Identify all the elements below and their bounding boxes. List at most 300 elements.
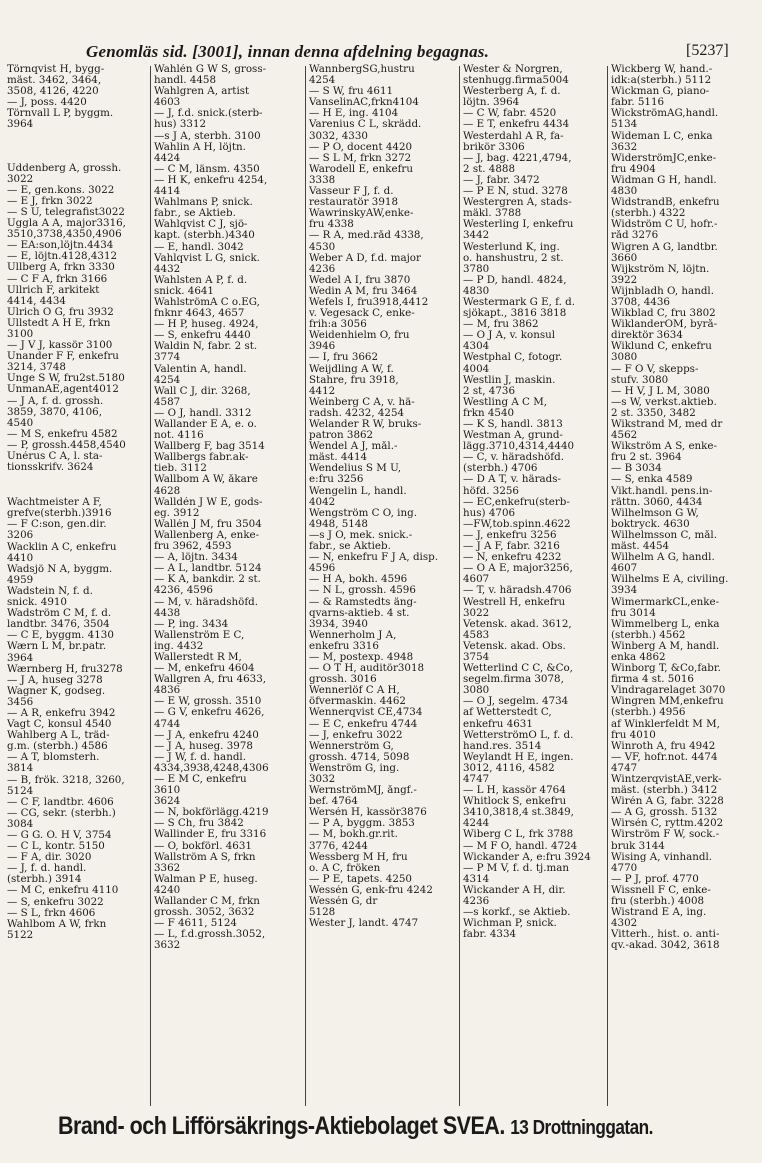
directory-entry: WawrinskyAW,enke- [309, 208, 414, 220]
directory-entry: Wenström G, ing. [309, 762, 400, 774]
directory-entry: — O J A, v. konsul [463, 330, 556, 342]
directory-entry: idk:a(sterbh.) 5112 [611, 75, 712, 87]
directory-entry: Wallander E A, e. o. [154, 419, 257, 430]
directory-entry: Varenius C L, skrädd. [309, 119, 422, 131]
directory-entry: — E, löjtn.4128,4312 [7, 251, 118, 263]
directory-entry: 3508, 4126, 4220 [7, 86, 99, 98]
directory-entry: — C F A, frkn 3166 [7, 273, 108, 285]
directory-entry: frkn 4540 [463, 407, 515, 419]
directory-entry: Walman P E, huseg. [154, 873, 258, 885]
directory-entry: Wessén G, enk-fru 4242 [309, 884, 433, 896]
directory-entry: Vikt.handl. pens.in- [611, 485, 713, 497]
directory-entry: höfd. 3256 [463, 485, 519, 497]
directory-entry: WiderströmJC,enke- [611, 152, 717, 164]
directory-entry: Wahlgren A, artist [154, 86, 250, 98]
directory-entry: 4603 [154, 97, 181, 109]
directory-entry: Wikström A S, enke- [611, 441, 717, 453]
directory-entry: — S, enkefru 3022 [7, 896, 104, 908]
directory-entry: 4530 [309, 241, 336, 253]
directory-entry: fru 3014 [611, 607, 656, 619]
directory-entry: Wallinder E, fru 3316 [154, 829, 267, 841]
directory-entry: — G G. O. H V, 3754 [7, 830, 112, 841]
directory-entry: —s korkf., se Aktieb. [463, 907, 571, 919]
directory-entry: 4304 [463, 341, 490, 353]
directory-entry: af Wetterstedt C, [463, 707, 552, 719]
directory-entry: tionsskrifv. 3624 [7, 462, 94, 474]
directory-entry: — S W, fru 4611 [309, 86, 394, 98]
directory-entry: mäst. 4454 [611, 541, 670, 553]
directory-entry: Wessén G, dr [309, 896, 378, 908]
directory-entry: 4254 [309, 75, 336, 87]
directory-entry: — A, löjtn. 3434 [154, 552, 238, 564]
directory-entry: — S U, telegrafist3022 [7, 206, 125, 218]
directory-entry: — D A T, v. härads- [463, 474, 562, 486]
directory-entry: Wester J, landt. 4747 [309, 918, 419, 930]
directory-entry: firma 4 st. 5016 [611, 674, 694, 686]
directory-entry: — M, postexp. 4948 [309, 651, 414, 663]
directory-entry: 4004 [463, 363, 490, 375]
directory-entry: — R A, med.råd 4338, [309, 230, 424, 242]
directory-entry [7, 473, 148, 481]
directory-entry: Wessberg M H, fru [309, 851, 408, 863]
directory-entry: not. 4116 [154, 430, 204, 442]
directory-entry: (sterbh.) 3914 [7, 874, 82, 886]
directory-entry: Westphal C, fotogr. [463, 352, 563, 364]
directory-entry: Wærn L M, br.patr. [7, 641, 107, 653]
directory-entry: Wijnbladh O, handl. [611, 285, 714, 297]
directory-entry: Weinberg C A, v. hä- [309, 396, 415, 408]
directory-entry: 3624 [154, 796, 181, 808]
directory-entry: Wendelius S M U, [309, 463, 402, 475]
directory-entry: Ullberg A, frkn 3330 [7, 262, 115, 274]
directory-entry: lägg.3710,4314,4440 [463, 441, 575, 453]
directory-entry: 4596 [309, 563, 336, 575]
directory-entry: hus) 3312 [154, 119, 207, 131]
directory-entry: Ulrich O G, fru 3932 [7, 306, 114, 318]
directory-entry [7, 155, 148, 163]
directory-entry: Wadstein N, f. d. [7, 585, 93, 597]
directory-entry: 4432 [154, 263, 181, 275]
directory-column-2 [154, 64, 303, 1108]
directory-entry: bruk 3144 [611, 840, 665, 852]
directory-entry: Wennerlöf C A H, [309, 685, 400, 697]
directory-entry: — L, f.d.grossh.3052, [154, 929, 266, 941]
directory-entry: Unander F F, enkefru [7, 351, 119, 363]
directory-entry: Wising A, vinhandl. [611, 851, 713, 863]
directory-entry: 3859, 3870, 4106, [7, 406, 102, 418]
directory-entry: 3456 [7, 696, 34, 708]
directory-entry: 4540 [7, 417, 34, 429]
directory-entry: Wærnberg H, fru3278 [7, 663, 123, 675]
directory-entry: — E T, enkefru 4434 [463, 119, 570, 131]
directory-entry: Wallbergs fabr.ak- [154, 452, 249, 464]
directory-entry: o. A C, fröken [309, 862, 381, 874]
directory-entry: 4240 [154, 884, 181, 896]
directory-entry: UnmanAE,agent4012 [7, 384, 119, 396]
directory-entry: 3774 [154, 352, 181, 364]
directory-entry: — VF, hofr.not. 4474 [611, 751, 718, 763]
directory-entry: WimermarkCL,enke- [611, 596, 720, 608]
directory-entry: 3780 [463, 263, 490, 275]
directory-entry: Welander R W, bruks- [309, 419, 422, 430]
directory-entry: Wetterlind C C, &Co, [463, 663, 573, 675]
directory-entry: — J, enkefru 3022 [309, 729, 403, 741]
directory-entry: 2 st, 4736 [463, 385, 515, 397]
directory-entry: Wimmelberg L, enka [611, 618, 720, 630]
directory-entry: — P O, docent 4420 [309, 141, 413, 153]
directory-entry: boktryck. 4630 [611, 518, 690, 530]
directory-entry: 5134 [611, 119, 638, 131]
directory-entry: WickströmAG,handl. [611, 108, 719, 120]
directory-entry: 4410 [7, 552, 34, 564]
directory-entry: Wallberg F, bag 3514 [154, 441, 265, 453]
directory-entry: 4747 [611, 762, 638, 774]
directory-entry: löjtn. 3964 [463, 97, 520, 109]
directory-entry: 3080 [611, 352, 638, 364]
directory-entry: Winborg T, &Co,fabr. [611, 663, 721, 675]
directory-entry: — S L M, frkn 3272 [309, 152, 412, 164]
directory-entry: WiklanderOM, byrå- [611, 319, 718, 331]
directory-entry: brikör 3306 [463, 141, 525, 153]
directory-entry: — C W, fabr. 4520 [463, 108, 557, 120]
directory-entry: — P, ing. 3434 [154, 618, 229, 630]
directory-entry: — E C, enkefru 4744 [309, 718, 418, 730]
directory-entry: mäst. (sterbh.) 3412 [611, 785, 718, 797]
directory-entry: stenhugg.firma5004 [463, 75, 569, 87]
directory-entry: af Winklerfeldt M M, [611, 718, 720, 730]
directory-entry: fabr. 5116 [611, 97, 665, 109]
directory-entry: 3934, 3940 [309, 618, 368, 630]
directory-entry: 3032 [309, 774, 336, 785]
directory-entry: — H K, enkefru 4254, [154, 174, 268, 186]
directory-entry: — N L, grossh. 4596 [309, 585, 416, 597]
directory-entry: Westrell H, enkefru [463, 596, 566, 608]
directory-entry: — C F, landtbr. 4606 [7, 796, 114, 808]
directory-entry: — J A, huseg 3278 [7, 674, 103, 686]
directory-entry: 5122 [7, 929, 34, 941]
directory-entry: mäst. 4414 [309, 452, 368, 464]
directory-entry: — O J, handl. 3312 [154, 407, 252, 419]
directory-entry: 3632 [611, 141, 638, 153]
directory-entry: Wallén J M, fru 3504 [154, 518, 262, 530]
directory-entry [7, 131, 148, 139]
directory-entry: landtbr. 3476, 3504 [7, 619, 110, 631]
directory-entry: Westerling I, enkefru [463, 219, 574, 231]
directory-entry: 2 st. 3350, 3482 [611, 407, 696, 419]
directory-entry: Wester & Norgren, [463, 64, 563, 75]
directory-entry: Uggla A A, major3316, [7, 218, 126, 230]
directory-entry: 5128 [309, 907, 336, 919]
directory-entry: 3922 [611, 274, 638, 286]
directory-entry: 4414, 4434 [7, 295, 66, 307]
directory-entry: 4744 [154, 718, 181, 730]
directory-entry: ing. 4432 [154, 640, 204, 652]
directory-entry: — S Ch, fru 3842 [154, 818, 244, 830]
directory-entry: 2 st. 4888 [463, 163, 515, 175]
directory-entry: Westman A, grund- [463, 430, 563, 442]
directory-entry: Weber A D, f.d. major [309, 252, 421, 264]
directory-entry: Wahlmans P, snick. [154, 197, 253, 209]
directory-entry: 3410,3818,4 st.3849, [463, 807, 574, 819]
directory-entry: segelm.firma 3078, [463, 674, 564, 686]
directory-entry: — M C, enkefru 4110 [7, 885, 119, 897]
directory-entry: Wendel A J, mål.- [309, 441, 398, 453]
directory-entry: — A T, blomsterh. [7, 752, 100, 764]
directory-entry: WahlströmA C o.EG, [154, 296, 260, 308]
directory-entry: 3814 [7, 763, 34, 775]
directory-entry: Vitterh., hist. o. anti- [611, 929, 720, 941]
directory-entry: hus) 4706 [463, 507, 516, 519]
directory-entry: 3610 [154, 785, 181, 797]
directory-entry: — A G, grossh. 5132 [611, 807, 718, 819]
directory-entry: 4236, 4596 [154, 585, 213, 597]
directory-entry: Törnqvist H, bygg- [7, 64, 105, 75]
directory-entry: (sterbh.) 4562 [611, 629, 686, 641]
directory-entry: Vagt C, konsul 4540 [7, 719, 112, 731]
directory-entry: fru 4904 [611, 163, 656, 175]
advertisement-banner [58, 1112, 653, 1146]
directory-entry: Wallgren A, fru 4633, [154, 674, 267, 686]
directory-entry: fru 4338 [309, 219, 354, 231]
directory-entry: Wilhelmson G W, [611, 507, 699, 519]
directory-entry: Wallerstedt R M, [154, 651, 242, 663]
directory-entry: — EC,enkefru(sterb- [463, 496, 570, 508]
directory-entry: Wahlbom A W, frkn [7, 918, 107, 930]
directory-entry: patron 3862 [309, 430, 374, 442]
directory-entry: Wiberg C L, frk 3788 [463, 829, 574, 841]
directory-entry: 4314 [463, 873, 490, 885]
directory-entry: — H E, ing. 4104 [309, 108, 399, 120]
directory-entry: Weijdling A W, f. [309, 363, 394, 375]
directory-entry: — P M V, f. d. tj.man [463, 862, 570, 874]
directory-entry: 5124 [7, 785, 34, 797]
directory-entry: Wennerqvist CE,4734 [309, 707, 423, 719]
directory-entry: 3510,3738,4350,4906 [7, 229, 122, 241]
directory-entry: Westlin J, maskin. [463, 374, 556, 386]
directory-entry: Wirén A G, fabr. 3228 [611, 796, 724, 808]
directory-entry: WernströmMJ, ångf.- [309, 785, 417, 797]
directory-entry: — F C:son, gen.dir. [7, 519, 107, 531]
directory-entry [7, 147, 148, 155]
directory-entry: Wallenström E C, [154, 629, 245, 641]
directory-entry: 4302 [611, 918, 638, 930]
directory-entry: — P, grossh.4458,4540 [7, 439, 126, 451]
directory-entry: Wacklin A C, enkefru [7, 541, 117, 553]
directory-entry: Ullrich F, arkitekt [7, 284, 100, 296]
directory-entry: Wachtmeister A F, [7, 497, 102, 509]
directory-entry: Westergren A, stads- [463, 197, 572, 209]
directory-entry: — B, frök. 3218, 3260, [7, 774, 125, 786]
directory-entry: 3100 [7, 328, 34, 340]
directory-entry: — N, enkefru 4232 [463, 552, 562, 564]
directory-entry: — M S, enkefru 4582 [7, 428, 118, 440]
directory-entry: grefve(sterbh.)3916 [7, 508, 112, 520]
directory-entry: Waldin N, fabr. 2 st. [154, 341, 258, 353]
directory-entry: handl. 4458 [154, 75, 217, 87]
directory-entry: — P E N, stud. 3278 [463, 186, 568, 198]
directory-entry: Wahlberg A L, träd- [7, 730, 110, 742]
directory-entry: 4607 [611, 563, 638, 575]
directory-entry: frih:a 3056 [309, 319, 367, 331]
directory-entry: — C M, länsm. 4350 [154, 163, 260, 175]
directory-entry: Wahlén G W S, gross- [154, 64, 267, 75]
directory-entry: Westerlund K, ing. [463, 241, 560, 253]
directory-entry: — G V, enkefru 4626, [154, 707, 265, 719]
directory-entry: Wahlqvist C J, sjö- [154, 219, 248, 231]
directory-entry: bef. 4764 [309, 796, 358, 808]
directory-entry: Wissnell F C, enke- [611, 884, 711, 896]
page-header [0, 0, 762, 62]
directory-entry: (sterbh.) 4956 [611, 707, 686, 719]
directory-entry: Whitlock S, enkefru [463, 796, 567, 808]
directory-entry: Wallström A S, frkn [154, 851, 256, 863]
directory-entry: 4438 [154, 607, 181, 619]
directory-entry: 3934 [611, 585, 638, 597]
directory-entry: Wirsén C, ryttm.4202 [611, 818, 724, 830]
directory-entry: — J, enkefru 3256 [463, 529, 557, 541]
directory-entry: Wideman L C, enka [611, 130, 713, 142]
directory-entry: Wickander A, e:fru 3924 [463, 851, 591, 863]
directory-entry: — J W, f. d. handl. [154, 751, 246, 763]
directory-entry: Wiklund C, enkefru [611, 341, 712, 353]
directory-entry: 3084 [7, 818, 34, 830]
directory-entry: Wedel A I, fru 3870 [309, 274, 411, 286]
directory-entry: — J A, huseg. 3978 [154, 740, 253, 752]
directory-entry: 3776, 4244 [309, 840, 368, 852]
directory-entry: — F O V, skepps- [611, 363, 699, 375]
directory-entry: — H A, bokh. 4596 [309, 574, 408, 586]
directory-entry: snick. 4910 [7, 597, 67, 609]
directory-entry: enkefru 4631 [463, 718, 533, 730]
column-divider [150, 66, 151, 1106]
directory-entry: — EA:son,löjtn.4434 [7, 240, 114, 252]
directory-entry: radsh. 4232, 4254 [309, 407, 405, 419]
directory-entry: VanselinAC,frkn4104 [309, 97, 419, 109]
column-divider [607, 66, 608, 1106]
directory-entry: grossh. 3016 [309, 674, 377, 686]
directory-entry: Wengström C O, ing. [309, 507, 417, 519]
directory-entry: Wahlsten A P, f. d. [154, 274, 248, 286]
directory-entry: Wigren A G, landtbr. [611, 241, 718, 253]
directory-entry: 4959 [7, 574, 34, 586]
directory-entry: — M, bokh.gr.rit. [309, 829, 398, 841]
directory-entry: — S, enkefru 4440 [154, 330, 251, 342]
directory-entry: Wall C J, dir. 3268, [154, 385, 251, 397]
directory-entry: — M, fru 3862 [463, 319, 539, 331]
directory-entry: — J A F, fabr. 3216 [463, 541, 560, 553]
directory-entry: mäst. 3462, 3464, [7, 75, 102, 87]
directory-entry: 3946 [309, 341, 336, 353]
directory-entry: 4770 [611, 862, 638, 874]
directory-entry: Ullstedt A H E, frkn [7, 317, 111, 329]
directory-entry: Unérus C A, l. sta- [7, 451, 103, 462]
directory-entry: — E J, frkn 3022 [7, 195, 93, 207]
directory-entry: — J, bag. 4221,4794, [463, 152, 572, 164]
directory-entry: — F 4611, 5124 [154, 918, 237, 930]
directory-entry: 4334,3938,4248,4306 [154, 762, 269, 774]
directory-entry: 4607 [463, 574, 490, 586]
column-divider [459, 66, 460, 1106]
directory-entry: — C, v. häradshöfd. [463, 452, 564, 464]
directory-entry: grossh. 3052, 3632 [154, 907, 255, 919]
directory-entry: — C E, byggm. 4130 [7, 630, 114, 642]
directory-entry: Wikblad C, fru 3802 [611, 308, 716, 320]
directory-entry: 4412 [309, 385, 336, 397]
directory-entry: o. hanshustru, 2 st. [463, 252, 564, 264]
directory-entry: Wennerholm J A, [309, 629, 397, 641]
directory-entry: v. Vegesack C, enke- [309, 308, 415, 320]
directory-entry: fabr., se Aktieb. [154, 208, 236, 220]
directory-entry: enka 4862 [611, 651, 666, 663]
directory-entry: 4254 [154, 374, 181, 386]
directory-column-4 [463, 64, 605, 1108]
directory-entry: Uddenberg A, grossh. [7, 162, 122, 174]
directory-entry: — J, f.d. snick.(sterb- [154, 108, 263, 120]
directory-entry: 3754 [463, 651, 490, 663]
directory-entry: Wirström F W, sock.- [611, 829, 720, 841]
directory-entry: — C L, kontr. 5150 [7, 841, 105, 853]
directory-entry: grossh. 4714, 5098 [309, 751, 410, 763]
directory-entry: Wingren MM,enkefru [611, 696, 724, 708]
directory-entry: 4830 [611, 186, 638, 198]
directory-entry: — E M C, enkefru [154, 774, 247, 785]
directory-entry: Wilhelmsson C, mål. [611, 529, 717, 541]
directory-entry: Wengelin L, handl. [309, 485, 407, 497]
directory-entry: Widström C U, hofr.- [611, 219, 718, 231]
directory-column-1 [7, 64, 148, 1108]
directory-entry [7, 489, 148, 497]
directory-entry [7, 139, 148, 147]
directory-entry: kapt. (sterbh.)4340 [154, 230, 255, 242]
directory-entry: råd 3276 [611, 230, 659, 242]
directory-entry: 3022 [463, 607, 490, 619]
directory-entry: Wahlin A H, löjtn. [154, 141, 246, 153]
directory-entry: Wefels I, fru3918,4412 [309, 296, 429, 308]
directory-entry: — M F O, handl. 4724 [463, 840, 578, 852]
directory-entry: Wallenberg A, enke- [154, 529, 260, 541]
directory-entry: 4583 [463, 629, 490, 641]
directory-entry: — F A, dir. 3020 [7, 852, 92, 864]
directory-entry: g.m. (sterbh.) 4586 [7, 741, 108, 753]
directory-entry: 3206 [7, 530, 34, 542]
directory-entry: — K S, handl. 3813 [463, 419, 563, 430]
directory-entry: — I, fru 3662 [309, 352, 379, 364]
directory-entry: — E W, grossh. 3510 [154, 696, 262, 708]
directory-entry: — O T H, auditör3018 [309, 663, 425, 675]
directory-entry: Wedin A M, fru 3464 [309, 285, 418, 297]
directory-entry: (sterbh.) 4706 [463, 463, 538, 475]
directory-entry: WannbergSG,hustru [309, 64, 415, 75]
directory-entry: — O A E, major3256, [463, 563, 573, 575]
directory-entry: — A R, enkefru 3942 [7, 707, 116, 719]
directory-entry: Wickander A H, dir. [463, 884, 566, 896]
directory-entry: WetterströmO L, f. d. [463, 729, 574, 741]
directory-entry: 4424 [154, 152, 181, 164]
directory-entry: Wersén H, kassör3876 [309, 807, 427, 819]
directory-entry [7, 481, 148, 489]
directory-entry: — E, gen.kons. 3022 [7, 184, 115, 196]
directory-entry: Vetensk. akad. 3612, [463, 618, 572, 630]
directory-entry: mäkl. 3788 [463, 208, 522, 220]
directory-entry: Wickberg W, hand.- [611, 64, 713, 75]
directory-entry: — S L, frkn 4606 [7, 907, 96, 919]
directory-entry: 4414 [154, 186, 181, 198]
directory-entry: qv.-akad. 3042, 3618 [611, 940, 720, 952]
directory-entry: — J A, f. d. grossh. [7, 395, 104, 407]
directory-entry: 4747 [463, 774, 490, 785]
directory-entry: Unge S W, fru2st.5180 [7, 373, 125, 385]
directory-entry: — P A, byggm. 3853 [309, 818, 415, 830]
